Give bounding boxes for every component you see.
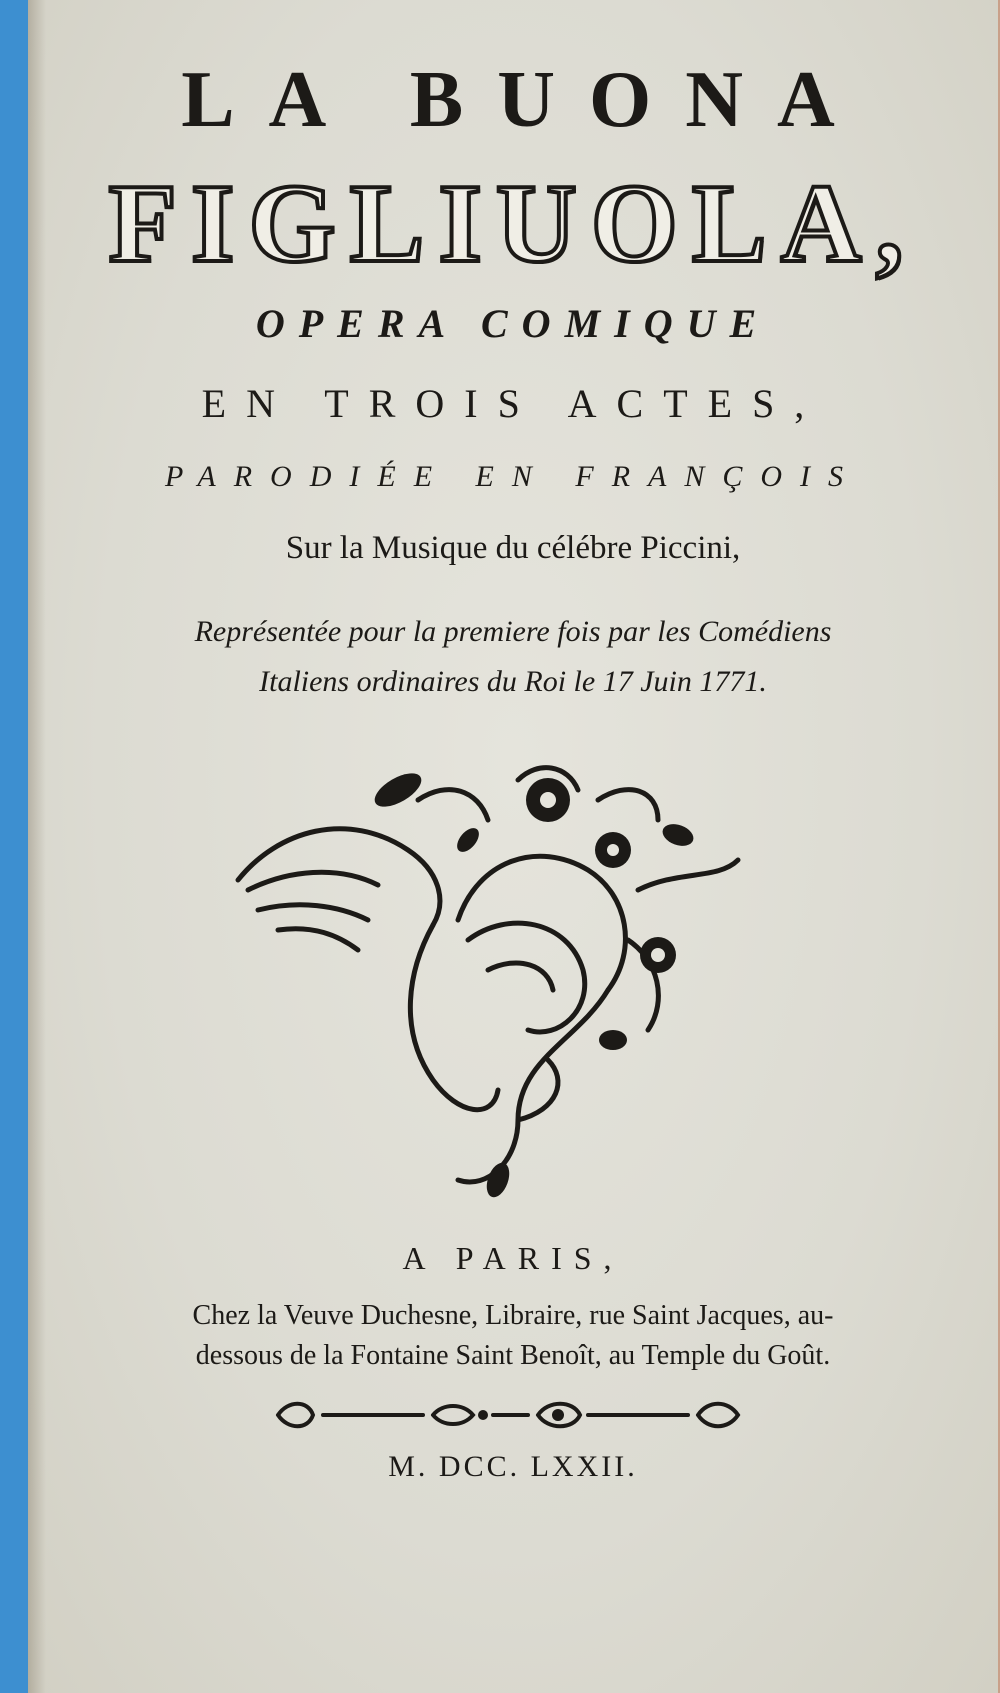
title-line-1: LA BUONA <box>181 56 869 144</box>
publication-date: M. DCC. LXXII. <box>388 1450 638 1483</box>
imprint-line-1: Chez la Veuve Duchesne, Libraire, rue Saint Jacques, au- <box>192 1300 834 1331</box>
floral-cornucopia-ornament-icon <box>218 740 758 1210</box>
imprint-city: A PARIS, <box>402 1240 624 1276</box>
subtitle-acts: EN TROIS ACTES, <box>201 381 825 426</box>
printers-rule-ornament-icon <box>268 1395 748 1435</box>
title-line-2: FIGLIUOLA, <box>108 162 918 286</box>
subtitle-parody: PARODIÉE EN FRANÇOIS <box>164 460 862 493</box>
performance-note-line-2: Italiens ordinaires du Roi le 17 Juin 1771. <box>259 665 767 698</box>
imprint-line-2: dessous de la Fontaine Saint Benoît, au Temple du Goût. <box>195 1340 831 1371</box>
title-page <box>28 0 1000 1693</box>
performance-note-line-1: Représentée pour la premiere fois par les Comédiens <box>194 615 832 648</box>
music-credit: Sur la Musique du célébre Piccini, <box>285 530 741 566</box>
subtitle-opera-comique: OPERA COMIQUE <box>255 301 771 346</box>
